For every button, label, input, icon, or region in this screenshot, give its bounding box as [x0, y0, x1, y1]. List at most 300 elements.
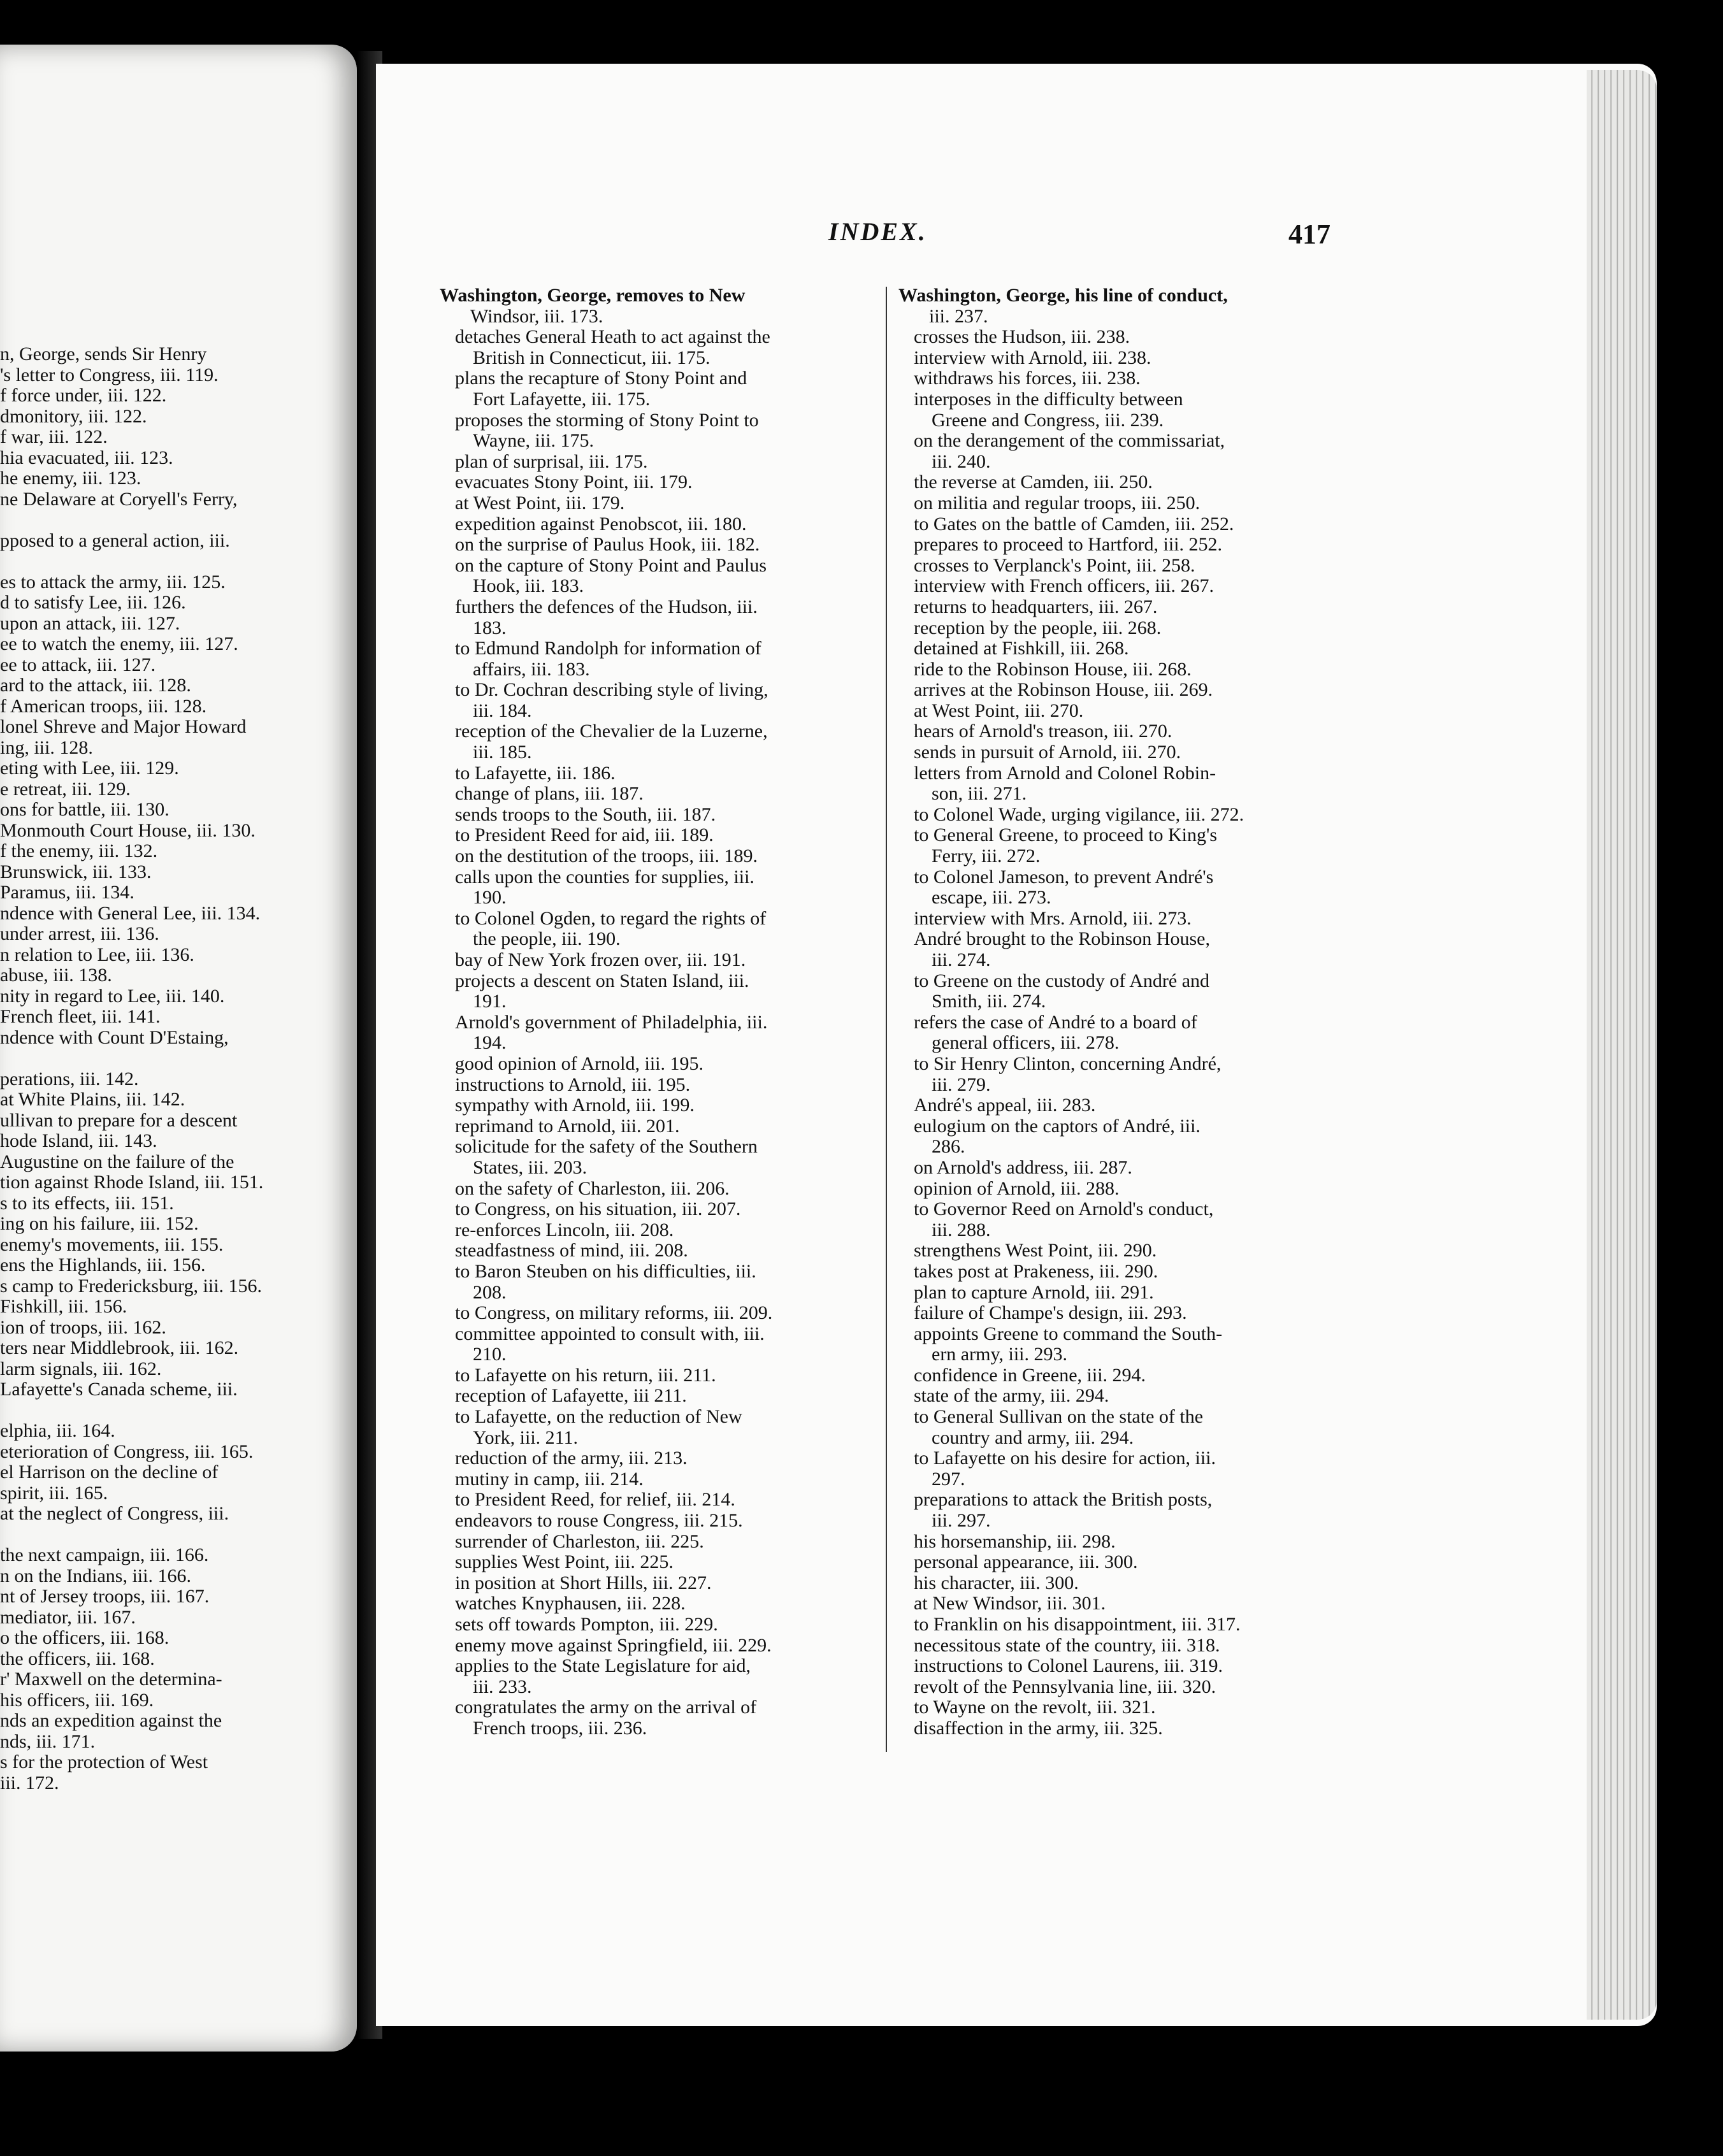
index-heading-entry	[898, 285, 1345, 327]
entry-text: withdraws his forces, iii. 238.	[914, 368, 1141, 389]
entry-continuation: country and army, iii. 294.	[932, 1427, 1134, 1448]
entry-continuation: 208.	[473, 1281, 507, 1303]
entry-text: returns to headquarters, iii. 267.	[914, 596, 1158, 617]
left-page-line: Monmouth Court House, iii. 130.	[0, 819, 256, 841]
index-subentry	[898, 1116, 1345, 1158]
entry-text: to Lafayette on his return, iii. 211.	[455, 1364, 716, 1386]
entry-text: steadfastness of mind, iii. 208.	[455, 1240, 688, 1261]
left-page-line: ion of troops, iii. 162.	[0, 1316, 166, 1338]
entry-text: bay of New York frozen over, iii. 191.	[455, 949, 746, 970]
left-page-line	[0, 1400, 357, 1421]
left-page-line: n on the Indians, iii. 166.	[0, 1565, 191, 1586]
entry-continuation: 210.	[473, 1344, 507, 1365]
entry-text: to Gates on the battle of Camden, iii. 252.	[914, 513, 1234, 535]
entry-text: interposes in the difficulty between	[914, 388, 1183, 410]
entry-text: to Edmund Randolph for information of	[455, 638, 761, 659]
index-subentry	[440, 1116, 879, 1137]
column-divider	[886, 287, 887, 1752]
index-subentry	[440, 784, 879, 805]
index-subentry	[898, 1179, 1345, 1200]
entry-continuation: 297.	[932, 1468, 965, 1490]
entry-continuation: Hook, iii. 183.	[473, 575, 584, 597]
left-page-line: the officers, iii. 168.	[0, 1648, 155, 1669]
index-subentry	[898, 929, 1345, 970]
entry-text: interview with Mrs. Arnold, iii. 273.	[914, 907, 1192, 929]
index-subentry	[440, 410, 879, 452]
left-page-line: nds, iii. 171.	[0, 1730, 96, 1752]
entry-text: his character, iii. 300.	[914, 1572, 1079, 1593]
index-subentry	[898, 867, 1345, 909]
index-subentry	[440, 1593, 879, 1614]
left-page-line: ens the Highlands, iii. 156.	[0, 1254, 206, 1276]
entry-text: to Congress, on his situation, iii. 207.	[455, 1198, 741, 1220]
index-subentry	[898, 535, 1345, 556]
entry-text: preparations to attack the British posts,	[914, 1489, 1213, 1511]
running-header-title: INDEX.	[828, 217, 927, 246]
left-page-line: tion against Rhode Island, iii. 151.	[0, 1172, 264, 1193]
entry-text: calls upon the counties for supplies, iii.	[455, 866, 754, 888]
entry-text: interview with Arnold, iii. 238.	[914, 347, 1151, 368]
entry-text: supplies West Point, iii. 225.	[455, 1551, 674, 1573]
entry-text: to Lafayette on his desire for action, iii.	[914, 1448, 1216, 1469]
index-subentry	[440, 1532, 879, 1553]
index-subentry	[440, 867, 879, 909]
index-subentry	[898, 1365, 1345, 1386]
left-page-line: Lafayette's Canada scheme, iii.	[0, 1379, 238, 1400]
entry-text: André brought to the Robinson House,	[914, 928, 1210, 950]
entry-continuation: iii. 297.	[932, 1510, 991, 1532]
entry-text: surrender of Charleston, iii. 225.	[455, 1530, 704, 1552]
index-subentry	[440, 1635, 879, 1657]
left-page-line: French fleet, iii. 141.	[0, 1006, 161, 1027]
index-subentry	[440, 1220, 879, 1241]
index-subentry	[440, 514, 879, 535]
index-subentry	[898, 1718, 1345, 1739]
left-page-line: ne Delaware at Coryell's Ferry,	[0, 488, 238, 510]
index-subentry	[898, 1614, 1345, 1635]
page-number: 417	[1288, 219, 1330, 250]
index-subentry	[440, 909, 879, 950]
left-page-line: ee to watch the enemy, iii. 127.	[0, 633, 238, 654]
index-subentry	[440, 1469, 879, 1490]
left-page-line: ons for battle, iii. 130.	[0, 799, 169, 820]
entry-text: solicitude for the safety of the Southern	[455, 1136, 758, 1158]
entry-text: refers the case of André to a board of	[914, 1011, 1197, 1033]
index-subentry	[440, 971, 879, 1012]
index-subentry	[440, 950, 879, 971]
entry-text: to Lafayette, iii. 186.	[455, 762, 616, 784]
left-page-line	[0, 510, 357, 531]
entry-continuation: iii. 233.	[473, 1676, 532, 1697]
entry-text: crosses to Verplanck's Point, iii. 258.	[914, 554, 1195, 576]
entry-text: strengthens West Point, iii. 290.	[914, 1240, 1157, 1261]
index-subentry	[898, 1199, 1345, 1240]
entry-text: on the destitution of the troops, iii. 189.	[455, 845, 758, 867]
left-page-line: o the officers, iii. 168.	[0, 1627, 169, 1648]
index-subentry	[898, 1054, 1345, 1095]
entry-text: at West Point, iii. 179.	[455, 492, 625, 514]
entry-text: at West Point, iii. 270.	[914, 700, 1084, 721]
entry-text: re-enforces Lincoln, iii. 208.	[455, 1219, 674, 1240]
left-page-line: e retreat, iii. 129.	[0, 778, 131, 800]
entry-text: reception of the Chevalier de la Luzerne,	[455, 721, 768, 742]
entry-text: to Lafayette, on the reduction of New	[455, 1406, 742, 1428]
entry-continuation: British in Connecticut, iii. 175.	[473, 347, 710, 368]
left-page-line: ndence with General Lee, iii. 134.	[0, 902, 261, 924]
entry-text: proposes the storming of Stony Point to	[455, 409, 759, 431]
index-subentry	[440, 1199, 879, 1220]
left-page-line: eting with Lee, iii. 129.	[0, 758, 179, 779]
index-subentry	[898, 825, 1345, 866]
left-page-line: f war, iii. 122.	[0, 426, 108, 447]
entry-text: takes post at Prakeness, iii. 290.	[914, 1260, 1158, 1282]
left-page-line: upon an attack, iii. 127.	[0, 612, 180, 634]
index-subentry	[440, 1407, 879, 1448]
left-page-line: mediator, iii. 167.	[0, 1606, 136, 1628]
entry-text: to Colonel Ogden, to regard the rights of	[455, 907, 767, 929]
left-page-line: abuse, iii. 138.	[0, 965, 112, 986]
index-subentry	[440, 1054, 879, 1075]
index-subentry	[440, 1075, 879, 1096]
left-page-line: n, George, sends Sir Henry	[0, 343, 207, 364]
entry-text: sends troops to the South, iii. 187.	[455, 803, 716, 825]
index-subentry	[898, 618, 1345, 639]
entry-text: projects a descent on Staten Island, iii.	[455, 970, 749, 991]
left-page-line	[0, 1525, 357, 1546]
left-page-line: at the neglect of Congress, iii.	[0, 1503, 229, 1524]
left-page	[0, 45, 357, 2052]
entry-text: hears of Arnold's treason, iii. 270.	[914, 721, 1172, 742]
entry-text: revolt of the Pennsylvania line, iii. 320.	[914, 1676, 1216, 1697]
index-subentry	[898, 1095, 1345, 1116]
entry-text: appoints Greene to command the South-	[914, 1323, 1223, 1344]
entry-text: reception of Lafayette, iii 211.	[455, 1385, 687, 1407]
index-subentry	[440, 721, 879, 763]
index-subentry	[898, 1635, 1345, 1657]
entry-text: personal appearance, iii. 300.	[914, 1551, 1138, 1573]
index-subentry	[898, 576, 1345, 597]
left-page-line: ullivan to prepare for a descent	[0, 1109, 238, 1131]
index-subentry	[898, 348, 1345, 369]
index-subentry	[440, 472, 879, 493]
entry-text: crosses the Hudson, iii. 238.	[914, 326, 1130, 348]
index-subentry	[440, 805, 879, 826]
index-subentry	[440, 1697, 879, 1739]
entry-text: to Congress, on military reforms, iii. 209.	[455, 1302, 773, 1324]
left-page-line: Brunswick, iii. 133.	[0, 861, 152, 882]
entry-continuation: iii. 288.	[932, 1219, 991, 1240]
index-subentry	[440, 368, 879, 410]
entry-text: instructions to Colonel Laurens, iii. 319.	[914, 1655, 1223, 1677]
left-page-line: perations, iii. 142.	[0, 1068, 139, 1089]
index-subentry	[898, 1386, 1345, 1407]
entry-text: state of the army, iii. 294.	[914, 1385, 1109, 1407]
entry-text: on the safety of Charleston, iii. 206.	[455, 1177, 730, 1199]
left-page-line: pposed to a general action, iii.	[0, 529, 230, 551]
entry-text: to Sir Henry Clinton, concerning André,	[914, 1053, 1222, 1074]
entry-continuation: iii. 237.	[929, 305, 988, 327]
entry-text: ride to the Robinson House, iii. 268.	[914, 658, 1192, 680]
index-subentry	[898, 472, 1345, 493]
left-page-line: nity in regard to Lee, iii. 140.	[0, 985, 225, 1007]
entry-continuation: iii. 240.	[932, 450, 991, 472]
index-subentry	[440, 1179, 879, 1200]
entry-text: sympathy with Arnold, iii. 199.	[455, 1095, 695, 1116]
left-page-line: his officers, iii. 169.	[0, 1689, 154, 1711]
entry-text: plan of surprisal, iii. 175.	[455, 450, 648, 472]
left-page-line: s for the protection of West	[0, 1751, 208, 1772]
entry-text: plans the recapture of Stony Point and	[455, 368, 747, 389]
entry-continuation: States, iii. 203.	[473, 1156, 588, 1178]
entry-text: detaches General Heath to act against the	[455, 326, 770, 348]
entry-text: on the capture of Stony Point and Paulus	[455, 554, 767, 576]
page-edges	[1587, 70, 1657, 2020]
left-page-line: r' Maxwell on the determina-	[0, 1669, 222, 1690]
left-page-line: lonel Shreve and Major Howard	[0, 716, 247, 737]
entry-text: André's appeal, iii. 283.	[914, 1095, 1096, 1116]
index-subentry	[440, 1490, 879, 1511]
entry-text: to President Reed, for relief, iii. 214.	[455, 1489, 735, 1511]
entry-text: failure of Champe's design, iii. 293.	[914, 1302, 1187, 1324]
entry-continuation: son, iii. 271.	[932, 783, 1027, 805]
index-heading-entry	[440, 285, 879, 327]
index-subentry	[898, 1324, 1345, 1365]
index-subentry	[898, 1697, 1345, 1718]
entry-text: reprimand to Arnold, iii. 201.	[455, 1115, 680, 1137]
left-page-line: larm signals, iii. 162.	[0, 1358, 162, 1379]
index-subentry	[440, 493, 879, 514]
left-page-line: d to satisfy Lee, iii. 126.	[0, 592, 186, 613]
left-page-index-column	[0, 344, 357, 1793]
index-subentry	[898, 1490, 1345, 1531]
left-page-line: s camp to Fredericksburg, iii. 156.	[0, 1275, 263, 1297]
left-page-line: dmonitory, iii. 122.	[0, 405, 147, 427]
entry-continuation: iii. 279.	[932, 1074, 991, 1095]
left-page-line: el Harrison on the decline of	[0, 1462, 219, 1483]
entry-text: detained at Fishkill, iii. 268.	[914, 638, 1129, 659]
index-column-2	[898, 285, 1345, 1739]
index-subentry	[898, 1158, 1345, 1179]
entry-continuation: 183.	[473, 617, 507, 638]
left-page-line: ard to the attack, iii. 128.	[0, 675, 191, 696]
index-subentry	[898, 1240, 1345, 1261]
index-subentry	[898, 1677, 1345, 1698]
entry-text: confidence in Greene, iii. 294.	[914, 1364, 1146, 1386]
index-subentry	[440, 1511, 879, 1532]
entry-text: the reverse at Camden, iii. 250.	[914, 471, 1153, 493]
left-page-line: hia evacuated, iii. 123.	[0, 447, 173, 468]
index-column-1	[440, 285, 879, 1739]
entry-text: enemy move against Springfield, iii. 229.	[455, 1634, 772, 1656]
entry-text: instructions to Arnold, iii. 195.	[455, 1074, 691, 1095]
entry-text: in position at Short Hills, iii. 227.	[455, 1572, 712, 1593]
entry-text: his horsemanship, iii. 298.	[914, 1530, 1116, 1552]
entry-continuation: affairs, iii. 183.	[473, 658, 590, 680]
left-page-line: f American troops, iii. 128.	[0, 695, 207, 717]
index-subentry	[898, 971, 1345, 1012]
entry-text: Arnold's government of Philadelphia, iii.	[455, 1011, 768, 1033]
entry-text: sends in pursuit of Arnold, iii. 270.	[914, 742, 1181, 763]
entry-text: to Governor Reed on Arnold's conduct,	[914, 1198, 1214, 1220]
entry-continuation: iii. 274.	[932, 949, 991, 970]
index-subentry	[440, 327, 879, 368]
entry-continuation: Wayne, iii. 175.	[473, 430, 595, 452]
entry-text: on the surprise of Paulus Hook, iii. 182.	[455, 534, 760, 556]
left-page-line: ing on his failure, iii. 152.	[0, 1213, 199, 1234]
index-subentry	[440, 1614, 879, 1635]
index-subentry	[440, 1386, 879, 1407]
left-page-line: Paramus, iii. 134.	[0, 882, 134, 903]
left-page-line	[0, 1048, 357, 1069]
index-subentry	[440, 1656, 879, 1697]
entry-text: to President Reed for aid, iii. 189.	[455, 824, 714, 846]
index-subentry	[440, 1240, 879, 1261]
entry-continuation: escape, iii. 273.	[932, 887, 1051, 909]
left-page-line: ters near Middlebrook, iii. 162.	[0, 1337, 239, 1358]
left-page-line: elphia, iii. 164.	[0, 1420, 115, 1441]
entry-text: on the derangement of the commissariat,	[914, 430, 1225, 452]
index-subentry	[440, 825, 879, 846]
entry-text: interview with French officers, iii. 267.	[914, 575, 1215, 597]
left-page-line	[0, 551, 357, 572]
index-subentry	[898, 556, 1345, 577]
left-page-line: es to attack the army, iii. 125.	[0, 571, 226, 593]
index-subentry	[440, 597, 879, 638]
index-subentry	[898, 1407, 1345, 1448]
index-subentry	[440, 1303, 879, 1324]
index-subentry	[440, 846, 879, 867]
index-subentry	[898, 680, 1345, 701]
index-subentry	[440, 1573, 879, 1594]
entry-text: letters from Arnold and Colonel Robin-	[914, 762, 1216, 784]
entry-continuation: 286.	[932, 1136, 965, 1158]
index-subentry	[440, 452, 879, 473]
entry-text: to Colonel Jameson, to prevent André's	[914, 866, 1214, 888]
index-subentry	[898, 368, 1345, 389]
entry-continuation: Windsor, iii. 173.	[470, 305, 603, 327]
entry-continuation: York, iii. 211.	[473, 1427, 579, 1448]
index-subentry	[440, 1552, 879, 1573]
entry-text: on militia and regular troops, iii. 250.	[914, 492, 1200, 514]
index-subentry	[898, 1532, 1345, 1553]
entry-continuation: Fort Lafayette, iii. 175.	[473, 388, 651, 410]
index-subentry	[898, 659, 1345, 680]
entry-continuation: 191.	[473, 991, 507, 1012]
entry-text: at New Windsor, iii. 301.	[914, 1593, 1106, 1614]
index-subentry	[898, 763, 1345, 805]
index-subentry	[440, 1365, 879, 1386]
index-subentry	[440, 535, 879, 556]
entry-continuation: French troops, iii. 236.	[473, 1717, 647, 1739]
index-subentry	[898, 597, 1345, 618]
entry-text: Washington, George, his line of conduct,	[898, 285, 1228, 306]
left-page-line: s to its effects, iii. 151.	[0, 1192, 174, 1214]
entry-text: Washington, George, removes to New	[440, 285, 746, 306]
index-subentry	[898, 638, 1345, 659]
left-page-line: he enemy, iii. 123.	[0, 468, 141, 489]
left-page-line: eterioration of Congress, iii. 165.	[0, 1441, 254, 1462]
index-subentry	[440, 1448, 879, 1469]
index-subentry	[898, 1283, 1345, 1304]
entry-text: necessitous state of the country, iii. 318.	[914, 1634, 1220, 1656]
index-subentry	[898, 805, 1345, 826]
left-page-line: iii. 172.	[0, 1772, 59, 1793]
entry-text: to Wayne on the revolt, iii. 321.	[914, 1697, 1156, 1718]
entry-text: to Greene on the custody of André and	[914, 970, 1210, 991]
entry-text: evacuates Stony Point, iii. 179.	[455, 471, 693, 493]
index-subentry	[898, 1656, 1345, 1677]
index-subentry	[440, 638, 879, 680]
entry-continuation: iii. 184.	[473, 700, 532, 721]
entry-text: to Dr. Cochran describing style of living,	[455, 679, 768, 701]
entry-continuation: ern army, iii. 293.	[932, 1344, 1068, 1365]
left-page-line: ndence with Count D'Estaing,	[0, 1026, 229, 1048]
index-subentry	[898, 514, 1345, 535]
index-subentry	[898, 493, 1345, 514]
index-subentry	[898, 431, 1345, 472]
entry-text: disaffection in the army, iii. 325.	[914, 1717, 1163, 1739]
entry-text: eulogium on the captors of André, iii.	[914, 1115, 1200, 1137]
entry-continuation: general officers, iii. 278.	[932, 1032, 1120, 1054]
index-subentry	[440, 1324, 879, 1365]
entry-text: good opinion of Arnold, iii. 195.	[455, 1053, 703, 1074]
left-page-line: nds an expedition against the	[0, 1710, 222, 1731]
entry-continuation: 190.	[473, 887, 507, 909]
left-page-line: Augustine on the failure of the	[0, 1151, 234, 1172]
entry-text: to Baron Steuben on his difficulties, iii.	[455, 1260, 756, 1282]
left-page-line: at White Plains, iii. 142.	[0, 1089, 185, 1110]
entry-text: on Arnold's address, iii. 287.	[914, 1156, 1132, 1178]
entry-text: to General Sullivan on the state of the	[914, 1406, 1204, 1428]
left-page-line: under arrest, iii. 136.	[0, 923, 159, 944]
entry-text: endeavors to rouse Congress, iii. 215.	[455, 1510, 743, 1532]
index-subentry	[440, 1012, 879, 1054]
left-page-line: f the enemy, iii. 132.	[0, 840, 158, 861]
left-page-line: ing, iii. 128.	[0, 737, 93, 758]
index-subentry	[898, 1012, 1345, 1054]
index-subentry	[898, 909, 1345, 930]
index-subentry	[440, 680, 879, 721]
index-subentry	[440, 1261, 879, 1303]
entry-text: to General Greene, to proceed to King's	[914, 824, 1218, 846]
entry-text: opinion of Arnold, iii. 288.	[914, 1177, 1120, 1199]
entry-text: sets off towards Pompton, iii. 229.	[455, 1614, 718, 1635]
left-page-line: spirit, iii. 165.	[0, 1482, 108, 1504]
entry-continuation: the people, iii. 190.	[473, 928, 621, 950]
index-subentry	[898, 721, 1345, 742]
entry-text: arrives at the Robinson House, iii. 269.	[914, 679, 1213, 701]
index-subentry	[898, 1448, 1345, 1490]
entry-continuation: iii. 185.	[473, 742, 532, 763]
index-subentry	[898, 701, 1345, 722]
entry-continuation: 194.	[473, 1032, 507, 1054]
left-page-line: hode Island, iii. 143.	[0, 1130, 157, 1151]
left-page-line: ee to attack, iii. 127.	[0, 654, 156, 675]
index-subentry	[440, 1137, 879, 1178]
entry-text: to Colonel Wade, urging vigilance, iii. 272.	[914, 803, 1244, 825]
entry-text: expedition against Penobscot, iii. 180.	[455, 513, 747, 535]
entry-text: watches Knyphausen, iii. 228.	[455, 1593, 686, 1614]
left-page-line: f force under, iii. 122.	[0, 385, 167, 406]
left-page-line: n relation to Lee, iii. 136.	[0, 944, 194, 965]
entry-text: change of plans, iii. 187.	[455, 783, 644, 805]
entry-text: congratulates the army on the arrival of	[455, 1697, 757, 1718]
entry-text: applies to the State Legislature for aid,	[455, 1655, 751, 1677]
index-subentry	[898, 1303, 1345, 1324]
left-page-line: the next campaign, iii. 166.	[0, 1544, 209, 1565]
left-page-line: enemy's movements, iii. 155.	[0, 1233, 224, 1255]
index-subentry	[440, 556, 879, 597]
